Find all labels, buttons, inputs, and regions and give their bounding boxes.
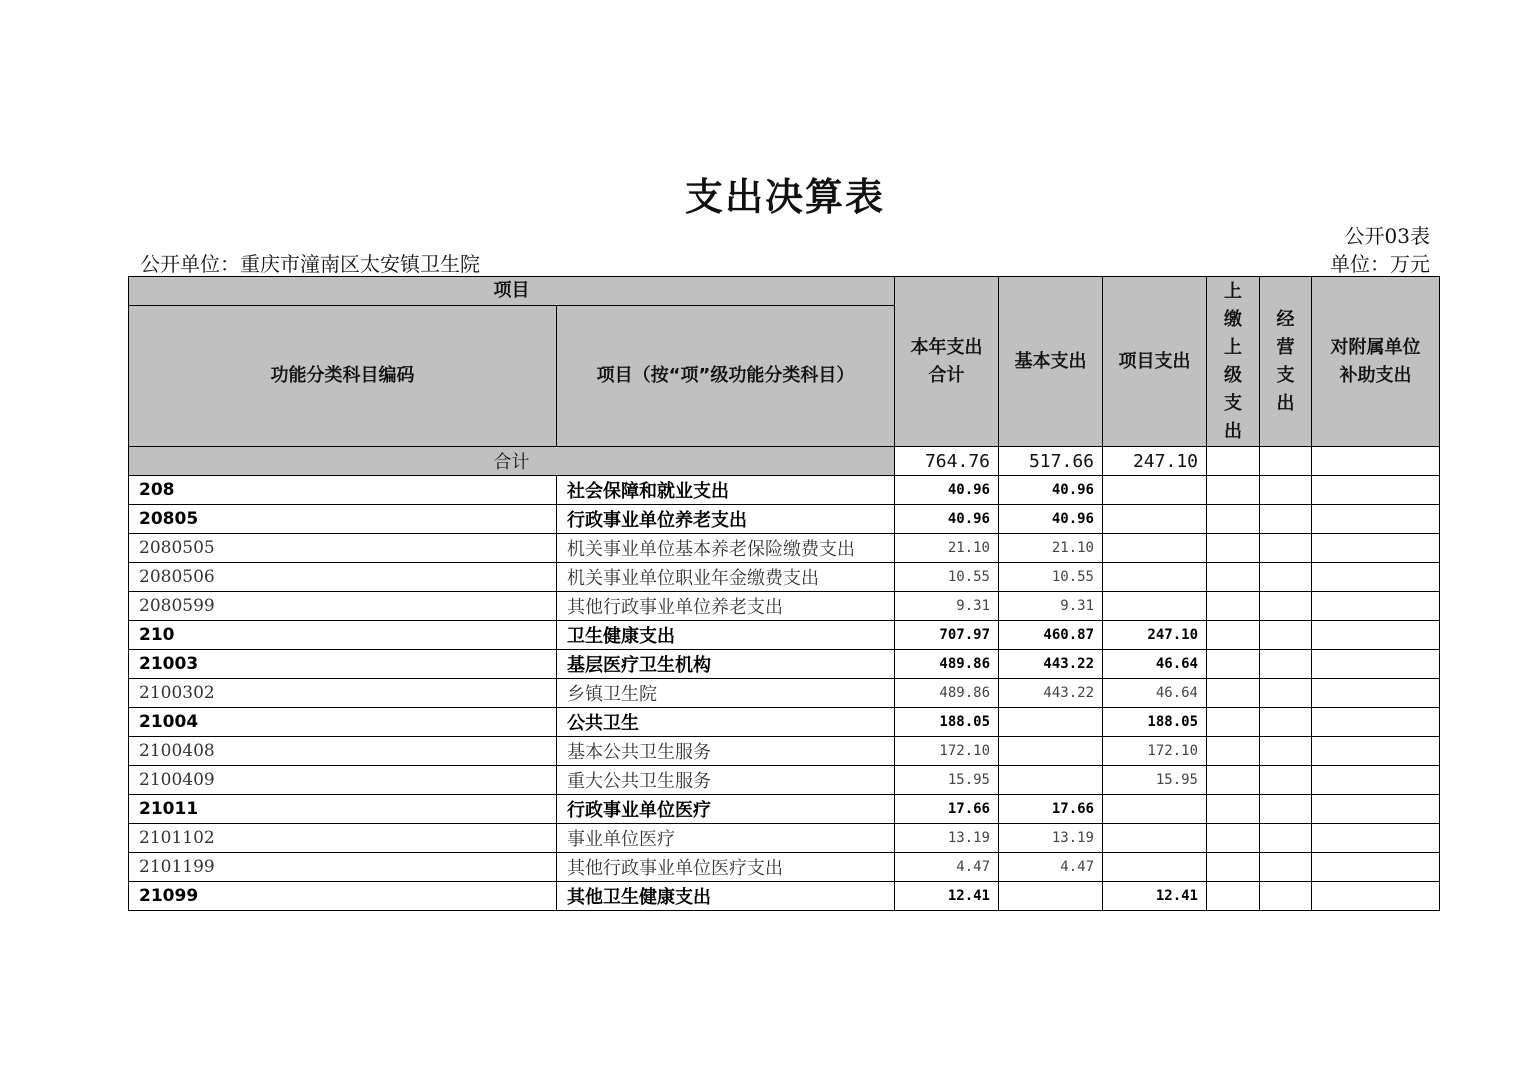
- row-basic: 17.66: [999, 795, 1103, 824]
- row-total: 172.10: [895, 737, 999, 766]
- row-upper: [1207, 592, 1260, 621]
- row-basic: 4.47: [999, 853, 1103, 882]
- header-business-text: 经营支出: [1276, 308, 1295, 414]
- row-basic: 40.96: [999, 505, 1103, 534]
- row-subsidy: [1312, 737, 1440, 766]
- table-row: [129, 679, 1440, 708]
- row-upper: [1207, 650, 1260, 679]
- table-row: [129, 708, 1440, 737]
- header-subsidy-line2: 补助支出: [1339, 364, 1412, 386]
- row-total: 489.86: [895, 679, 999, 708]
- total-subsidy: [1312, 447, 1440, 476]
- row-upper: [1207, 882, 1260, 911]
- row-code: 2101199: [129, 853, 557, 882]
- header-item-group: 项目: [129, 277, 895, 306]
- row-business: [1260, 679, 1312, 708]
- row-name: 其他行政事业单位养老支出: [557, 592, 895, 621]
- row-project: 12.41: [1103, 882, 1207, 911]
- row-project: [1103, 795, 1207, 824]
- row-code: 210: [129, 621, 557, 650]
- table-row: [129, 592, 1440, 621]
- row-subsidy: [1312, 882, 1440, 911]
- row-upper: [1207, 505, 1260, 534]
- header-basic-col: 基本支出: [999, 277, 1103, 447]
- total-row: [129, 447, 1440, 476]
- row-subsidy: [1312, 679, 1440, 708]
- row-subsidy: [1312, 795, 1440, 824]
- row-total: 10.55: [895, 563, 999, 592]
- row-project: [1103, 853, 1207, 882]
- row-total: 40.96: [895, 505, 999, 534]
- row-total: 13.19: [895, 824, 999, 853]
- row-upper: [1207, 679, 1260, 708]
- row-subsidy: [1312, 592, 1440, 621]
- row-basic: 9.31: [999, 592, 1103, 621]
- row-business: [1260, 882, 1312, 911]
- row-business: [1260, 505, 1312, 534]
- row-code: 2100302: [129, 679, 557, 708]
- row-subsidy: [1312, 476, 1440, 505]
- row-upper: [1207, 766, 1260, 795]
- row-business: [1260, 795, 1312, 824]
- header-name-col: 项目（按“项”级功能分类科目）: [557, 306, 895, 447]
- money-unit: 单位：万元: [1330, 252, 1430, 276]
- row-basic: [999, 708, 1103, 737]
- row-project: 46.64: [1103, 650, 1207, 679]
- table-row: [129, 766, 1440, 795]
- row-subsidy: [1312, 650, 1440, 679]
- row-code: 208: [129, 476, 557, 505]
- row-total: 188.05: [895, 708, 999, 737]
- total-amount: 764.76: [895, 447, 999, 476]
- total-upper: [1207, 447, 1260, 476]
- row-basic: [999, 737, 1103, 766]
- row-code: 20805: [129, 505, 557, 534]
- row-business: [1260, 824, 1312, 853]
- row-total: 17.66: [895, 795, 999, 824]
- row-business: [1260, 621, 1312, 650]
- row-code: 2080599: [129, 592, 557, 621]
- row-project: [1103, 824, 1207, 853]
- row-basic: 443.22: [999, 650, 1103, 679]
- row-basic: 21.10: [999, 534, 1103, 563]
- row-subsidy: [1312, 563, 1440, 592]
- row-subsidy: [1312, 853, 1440, 882]
- form-number: 公开03表: [1344, 224, 1430, 248]
- total-label: 合计: [129, 447, 895, 476]
- row-project: 172.10: [1103, 737, 1207, 766]
- row-upper: [1207, 534, 1260, 563]
- row-business: [1260, 737, 1312, 766]
- row-business: [1260, 708, 1312, 737]
- row-upper: [1207, 795, 1260, 824]
- row-business: [1260, 592, 1312, 621]
- header-total-col: [895, 277, 999, 447]
- row-name: 其他卫生健康支出: [557, 882, 895, 911]
- page-title: 支出决算表: [684, 175, 885, 219]
- row-business: [1260, 534, 1312, 563]
- row-project: 15.95: [1103, 766, 1207, 795]
- expenditure-table: [128, 276, 1440, 911]
- row-project: 247.10: [1103, 621, 1207, 650]
- row-total: 9.31: [895, 592, 999, 621]
- row-project: 46.64: [1103, 679, 1207, 708]
- row-code: 2080506: [129, 563, 557, 592]
- row-upper: [1207, 563, 1260, 592]
- header-project-col: 项目支出: [1103, 277, 1207, 447]
- row-name: 卫生健康支出: [557, 621, 895, 650]
- table-row: [129, 650, 1440, 679]
- total-project: 247.10: [1103, 447, 1207, 476]
- table-row: [129, 795, 1440, 824]
- row-project: [1103, 592, 1207, 621]
- row-total: 707.97: [895, 621, 999, 650]
- reporting-unit: 公开单位：重庆市潼南区太安镇卫生院: [140, 252, 480, 276]
- row-basic: [999, 882, 1103, 911]
- row-name: 机关事业单位基本养老保险缴费支出: [557, 534, 895, 563]
- row-name: 基本公共卫生服务: [557, 737, 895, 766]
- table-row: [129, 853, 1440, 882]
- header-business-col: [1260, 277, 1312, 447]
- table-row: [129, 737, 1440, 766]
- table-row: [129, 476, 1440, 505]
- row-code: 21003: [129, 650, 557, 679]
- row-project: [1103, 563, 1207, 592]
- row-name: 事业单位医疗: [557, 824, 895, 853]
- table-row: [129, 824, 1440, 853]
- row-subsidy: [1312, 505, 1440, 534]
- row-business: [1260, 563, 1312, 592]
- row-code: 2100408: [129, 737, 557, 766]
- row-basic: 40.96: [999, 476, 1103, 505]
- row-business: [1260, 476, 1312, 505]
- header-subsidy-line1: 对附属单位: [1330, 336, 1421, 358]
- row-project: [1103, 534, 1207, 563]
- row-name: 机关事业单位职业年金缴费支出: [557, 563, 895, 592]
- row-upper: [1207, 621, 1260, 650]
- row-basic: 10.55: [999, 563, 1103, 592]
- row-subsidy: [1312, 766, 1440, 795]
- row-total: 21.10: [895, 534, 999, 563]
- row-upper: [1207, 708, 1260, 737]
- table-row: [129, 563, 1440, 592]
- row-upper: [1207, 476, 1260, 505]
- header-upper-col: [1207, 277, 1260, 447]
- header-code-col: 功能分类科目编码: [129, 306, 557, 447]
- row-code: 21011: [129, 795, 557, 824]
- row-upper: [1207, 853, 1260, 882]
- row-project: [1103, 476, 1207, 505]
- table-row: [129, 621, 1440, 650]
- row-name: 行政事业单位养老支出: [557, 505, 895, 534]
- header-total-line2: 合计: [928, 364, 965, 386]
- table-row: [129, 505, 1440, 534]
- row-basic: 13.19: [999, 824, 1103, 853]
- row-total: 4.47: [895, 853, 999, 882]
- row-code: 2101102: [129, 824, 557, 853]
- row-code: 21099: [129, 882, 557, 911]
- row-subsidy: [1312, 621, 1440, 650]
- row-name: 社会保障和就业支出: [557, 476, 895, 505]
- header-total-line1: 本年支出: [910, 336, 983, 358]
- row-subsidy: [1312, 708, 1440, 737]
- row-business: [1260, 853, 1312, 882]
- row-name: 其他行政事业单位医疗支出: [557, 853, 895, 882]
- row-code: 2100409: [129, 766, 557, 795]
- row-total: 40.96: [895, 476, 999, 505]
- row-name: 行政事业单位医疗: [557, 795, 895, 824]
- header-subsidy-col: [1312, 277, 1440, 447]
- row-project: 188.05: [1103, 708, 1207, 737]
- row-business: [1260, 766, 1312, 795]
- row-code: 21004: [129, 708, 557, 737]
- row-name: 重大公共卫生服务: [557, 766, 895, 795]
- row-total: 15.95: [895, 766, 999, 795]
- row-project: [1103, 505, 1207, 534]
- row-subsidy: [1312, 824, 1440, 853]
- row-subsidy: [1312, 534, 1440, 563]
- row-name: 乡镇卫生院: [557, 679, 895, 708]
- row-basic: 460.87: [999, 621, 1103, 650]
- row-upper: [1207, 737, 1260, 766]
- row-upper: [1207, 824, 1260, 853]
- row-total: 12.41: [895, 882, 999, 911]
- table-row: [129, 534, 1440, 563]
- header-upper-text: 上缴上级支出: [1224, 280, 1242, 442]
- row-name: 基层医疗卫生机构: [557, 650, 895, 679]
- row-name: 公共卫生: [557, 708, 895, 737]
- row-business: [1260, 650, 1312, 679]
- row-total: 489.86: [895, 650, 999, 679]
- row-basic: [999, 766, 1103, 795]
- total-business: [1260, 447, 1312, 476]
- table-row: [129, 882, 1440, 911]
- row-basic: 443.22: [999, 679, 1103, 708]
- total-basic: 517.66: [999, 447, 1103, 476]
- row-code: 2080505: [129, 534, 557, 563]
